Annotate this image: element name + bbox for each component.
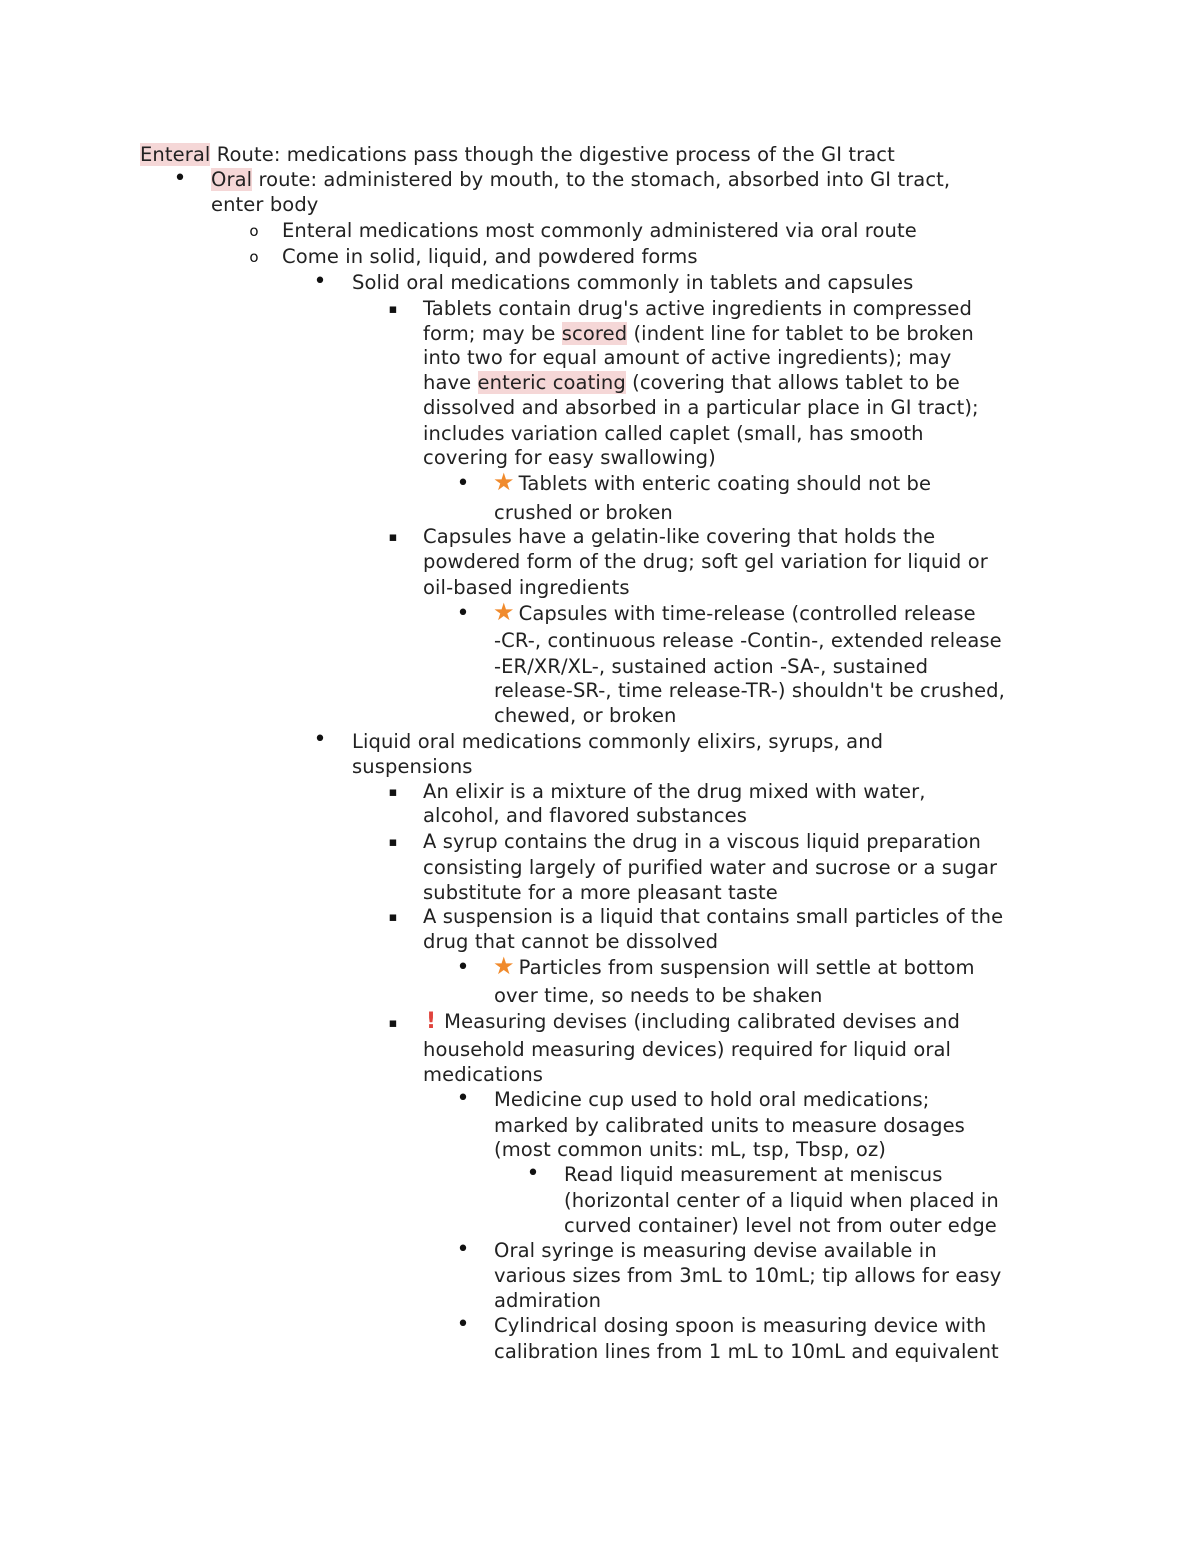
list-item-cont: dissolved and absorbed in a particular place in GI tract); [423, 396, 979, 419]
list-item: Cylindrical dosing spoon is measuring device with [494, 1314, 987, 1337]
list-item-cont: suspensions [352, 755, 473, 778]
star-item [493, 470, 931, 496]
list-item-cont: -CR-, continuous release -Contin-, extended release [494, 629, 1002, 652]
star-icon: ★ [493, 468, 515, 496]
list-item-cont: -ER/XR/XL-, sustained action -SA-, sustained [494, 655, 929, 678]
list-item-cont: consisting largely of purified water and sucrose or a sugar [423, 856, 998, 879]
star-item [493, 954, 975, 980]
list-item-cont: drug that cannot be dissolved [423, 930, 719, 953]
list-item-cont: curved container) level not from outer edge [564, 1214, 997, 1237]
bullet-dot [455, 1086, 471, 1112]
oral-route-item [211, 167, 950, 192]
highlight-enteral: Enteral [140, 143, 211, 166]
list-item: Enteral medications most commonly administered via oral route [282, 219, 917, 242]
highlight-enteric-coating: enteric coating [477, 371, 626, 394]
list-item-cont: (most common units: mL, tsp, Tbsp, oz) [494, 1138, 887, 1161]
oral-route-text: route: administered by mouth, to the stomach, absorbed into GI tract, [252, 168, 951, 191]
bullet-dot [455, 601, 471, 627]
list-item-cont: release-SR-, time release-TR-) shouldn't be crushed, [494, 679, 1005, 702]
heading-text: Route: medications pass though the digestive process of the GI tract [210, 143, 895, 166]
list-item-cont: over time, so needs to be shaken [494, 984, 823, 1007]
list-item-cont: substitute for a more pleasant taste [423, 881, 778, 904]
bullet-dot [455, 471, 471, 497]
list-item-cont: calibration lines from 1 mL to 10mL and equivalent [494, 1340, 999, 1363]
list-item: Liquid oral medications commonly elixirs, syrups, and [352, 730, 884, 753]
list-item-cont: marked by calibrated units to measure dosages [494, 1114, 965, 1137]
list-item: An elixir is a mixture of the drug mixed with water, [423, 780, 926, 803]
list-item-cont: admiration [494, 1289, 602, 1312]
list-item-cont: includes variation called caplet (small, has smooth [423, 422, 924, 445]
bullet-square [385, 523, 401, 550]
star-icon: ★ [493, 952, 515, 980]
list-item-cont: into two for equal amount of active ingredients); may [423, 346, 952, 369]
highlight-oral: Oral [211, 168, 253, 191]
list-item-cont: covering for easy swallowing) [423, 446, 716, 469]
star-item [493, 600, 976, 626]
bullet-square [385, 903, 401, 930]
bullet-square [385, 778, 401, 805]
list-item-cont [423, 321, 974, 346]
bullet-square [385, 828, 401, 855]
list-item: Solid oral medications commonly in tablets and capsules [352, 271, 914, 294]
list-item: Medicine cup used to hold oral medications; [494, 1088, 930, 1111]
list-item-cont: oil-based ingredients [423, 576, 630, 599]
list-item: Oral syringe is measuring devise available in [494, 1239, 937, 1262]
bullet-dot [312, 727, 328, 753]
bullet-dot [312, 269, 328, 295]
list-item-cont [423, 370, 960, 395]
bullet-dot [525, 1161, 541, 1187]
list-item-cont: alcohol, and flavored substances [423, 804, 747, 827]
bullet-dot [172, 166, 188, 192]
text-span: have [423, 371, 478, 394]
list-item: Capsules have a gelatin-like covering that holds the [423, 525, 936, 548]
list-item-cont: various sizes from 3mL to 10mL; tip allows for easy [494, 1264, 1002, 1287]
list-item: Tablets contain drug's active ingredients in compressed [423, 297, 973, 320]
star-item-text: Tablets with enteric coating should not be [518, 472, 932, 495]
star-item-text: Particles from suspension will settle at bottom [518, 956, 975, 979]
bullet-circle [246, 218, 262, 244]
bullet-dot [455, 1237, 471, 1263]
bullet-dot [455, 1312, 471, 1338]
list-item: A suspension is a liquid that contains small particles of the [423, 905, 1004, 928]
bullet-dot [455, 955, 471, 981]
bullet-square [385, 1009, 401, 1036]
bullet-circle [246, 244, 262, 270]
text-span: form; may be [423, 322, 562, 345]
highlight-scored: scored [561, 322, 628, 345]
enteral-route-heading [140, 142, 895, 167]
exclamation-icon: ! [426, 1009, 437, 1034]
list-item-cont: chewed, or broken [494, 704, 677, 727]
list-item-cont: crushed or broken [494, 501, 673, 524]
list-item-cont: medications [423, 1063, 544, 1086]
text-span: (indent line for tablet to be broken [627, 322, 974, 345]
exclamation-item [426, 1009, 960, 1034]
list-item-cont: household measuring devices) required for liquid oral [423, 1038, 952, 1061]
exclamation-item-text: Measuring devises (including calibrated devises and [444, 1010, 960, 1033]
list-item: A syrup contains the drug in a viscous liquid preparation [423, 830, 981, 853]
list-item: Come in solid, liquid, and powdered forms [282, 245, 698, 268]
list-item: Read liquid measurement at meniscus [564, 1163, 943, 1186]
oral-route-text-cont: enter body [211, 193, 319, 216]
star-icon: ★ [493, 598, 515, 626]
text-span: (covering that allows tablet to be [625, 371, 960, 394]
star-item-text: Capsules with time-release (controlled release [518, 602, 976, 625]
list-item-cont: powdered form of the drug; soft gel variation for liquid or [423, 550, 988, 573]
bullet-square [385, 295, 401, 322]
list-item-cont: (horizontal center of a liquid when placed in [564, 1189, 999, 1212]
